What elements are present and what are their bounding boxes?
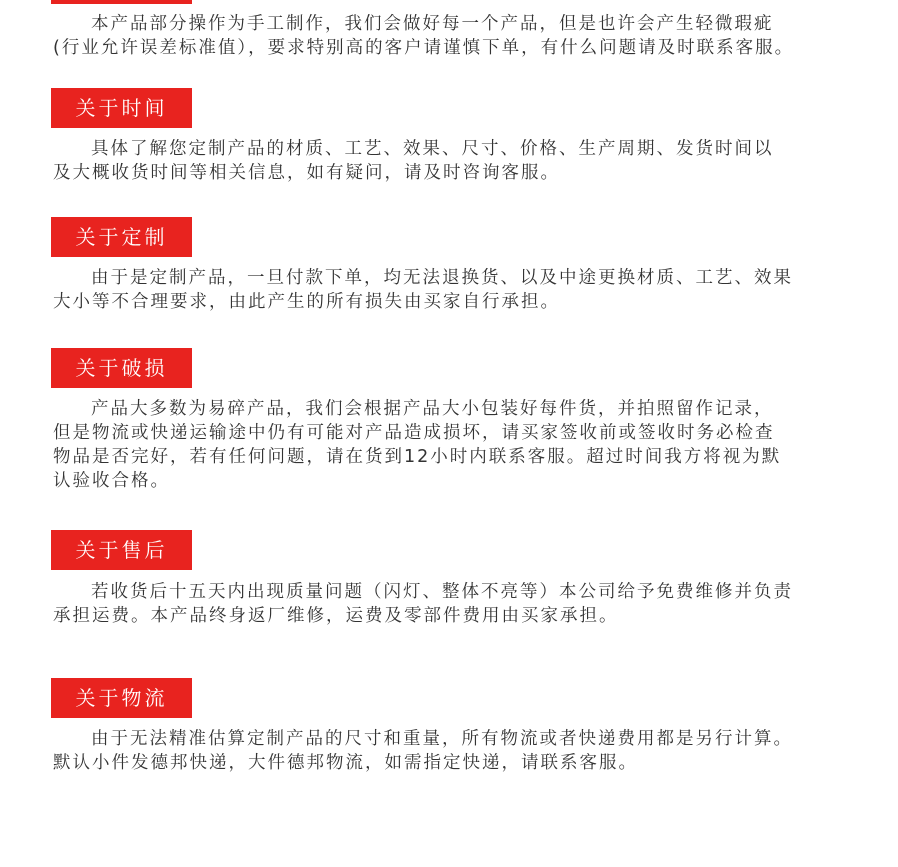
section-paragraph-aftersales	[53, 580, 873, 628]
section-paragraph-logistics	[53, 727, 873, 775]
paragraph-line: 但是物流或快递运输途中仍有可能对产品造成损坏，请买家签收前或签收时务必检查	[53, 423, 775, 443]
top-red-bar	[51, 0, 192, 4]
intro-line: 本产品部分操作为手工制作，我们会做好每一个产品，但是也许会产生轻微瑕疵	[91, 14, 774, 34]
section-heading-logistics: 关于物流	[51, 678, 192, 718]
section-heading-damage: 关于破损	[51, 348, 192, 388]
paragraph-line: 认验收合格。	[53, 471, 170, 491]
paragraph-line: 承担运费。本产品终身返厂维修，运费及零部件费用由买家承担。	[53, 606, 619, 626]
paragraph-line: 由于无法精准估算定制产品的尺寸和重量，所有物流或者快递费用都是另行计算。	[91, 729, 793, 749]
section-paragraph-time	[53, 137, 873, 185]
section-paragraph-damage	[53, 397, 873, 493]
section-paragraph-custom	[53, 266, 873, 314]
section-heading-time: 关于时间	[51, 88, 192, 128]
paragraph-line: 产品大多数为易碎产品，我们会根据产品大小包装好每件货，并拍照留作记录，	[91, 399, 774, 419]
paragraph-line: 物品是否完好，若有任何问题，请在货到12小时内联系客服。超过时间我方将视为默	[53, 447, 782, 467]
paragraph-line: 及大概收货时间等相关信息，如有疑问，请及时咨询客服。	[53, 163, 560, 183]
paragraph-line: 由于是定制产品，一旦付款下单，均无法退换货、以及中途更换材质、工艺、效果	[91, 268, 793, 288]
intro-line: (行业允许误差标准值），要求特别高的客户请谨慎下单，有什么问题请及时联系客服。	[53, 38, 795, 58]
paragraph-line: 默认小件发德邦快递，大件德邦物流，如需指定快递，请联系客服。	[53, 753, 638, 773]
paragraph-line: 大小等不合理要求，由此产生的所有损失由买家自行承担。	[53, 292, 560, 312]
paragraph-line: 具体了解您定制产品的材质、工艺、效果、尺寸、价格、生产周期、发货时间以	[91, 139, 774, 159]
section-heading-aftersales: 关于售后	[51, 530, 192, 570]
paragraph-line: 若收货后十五天内出现质量问题（闪灯、整体不亮等）本公司给予免费维修并负责	[91, 582, 793, 602]
section-heading-custom: 关于定制	[51, 217, 192, 257]
intro-paragraph	[53, 12, 873, 60]
